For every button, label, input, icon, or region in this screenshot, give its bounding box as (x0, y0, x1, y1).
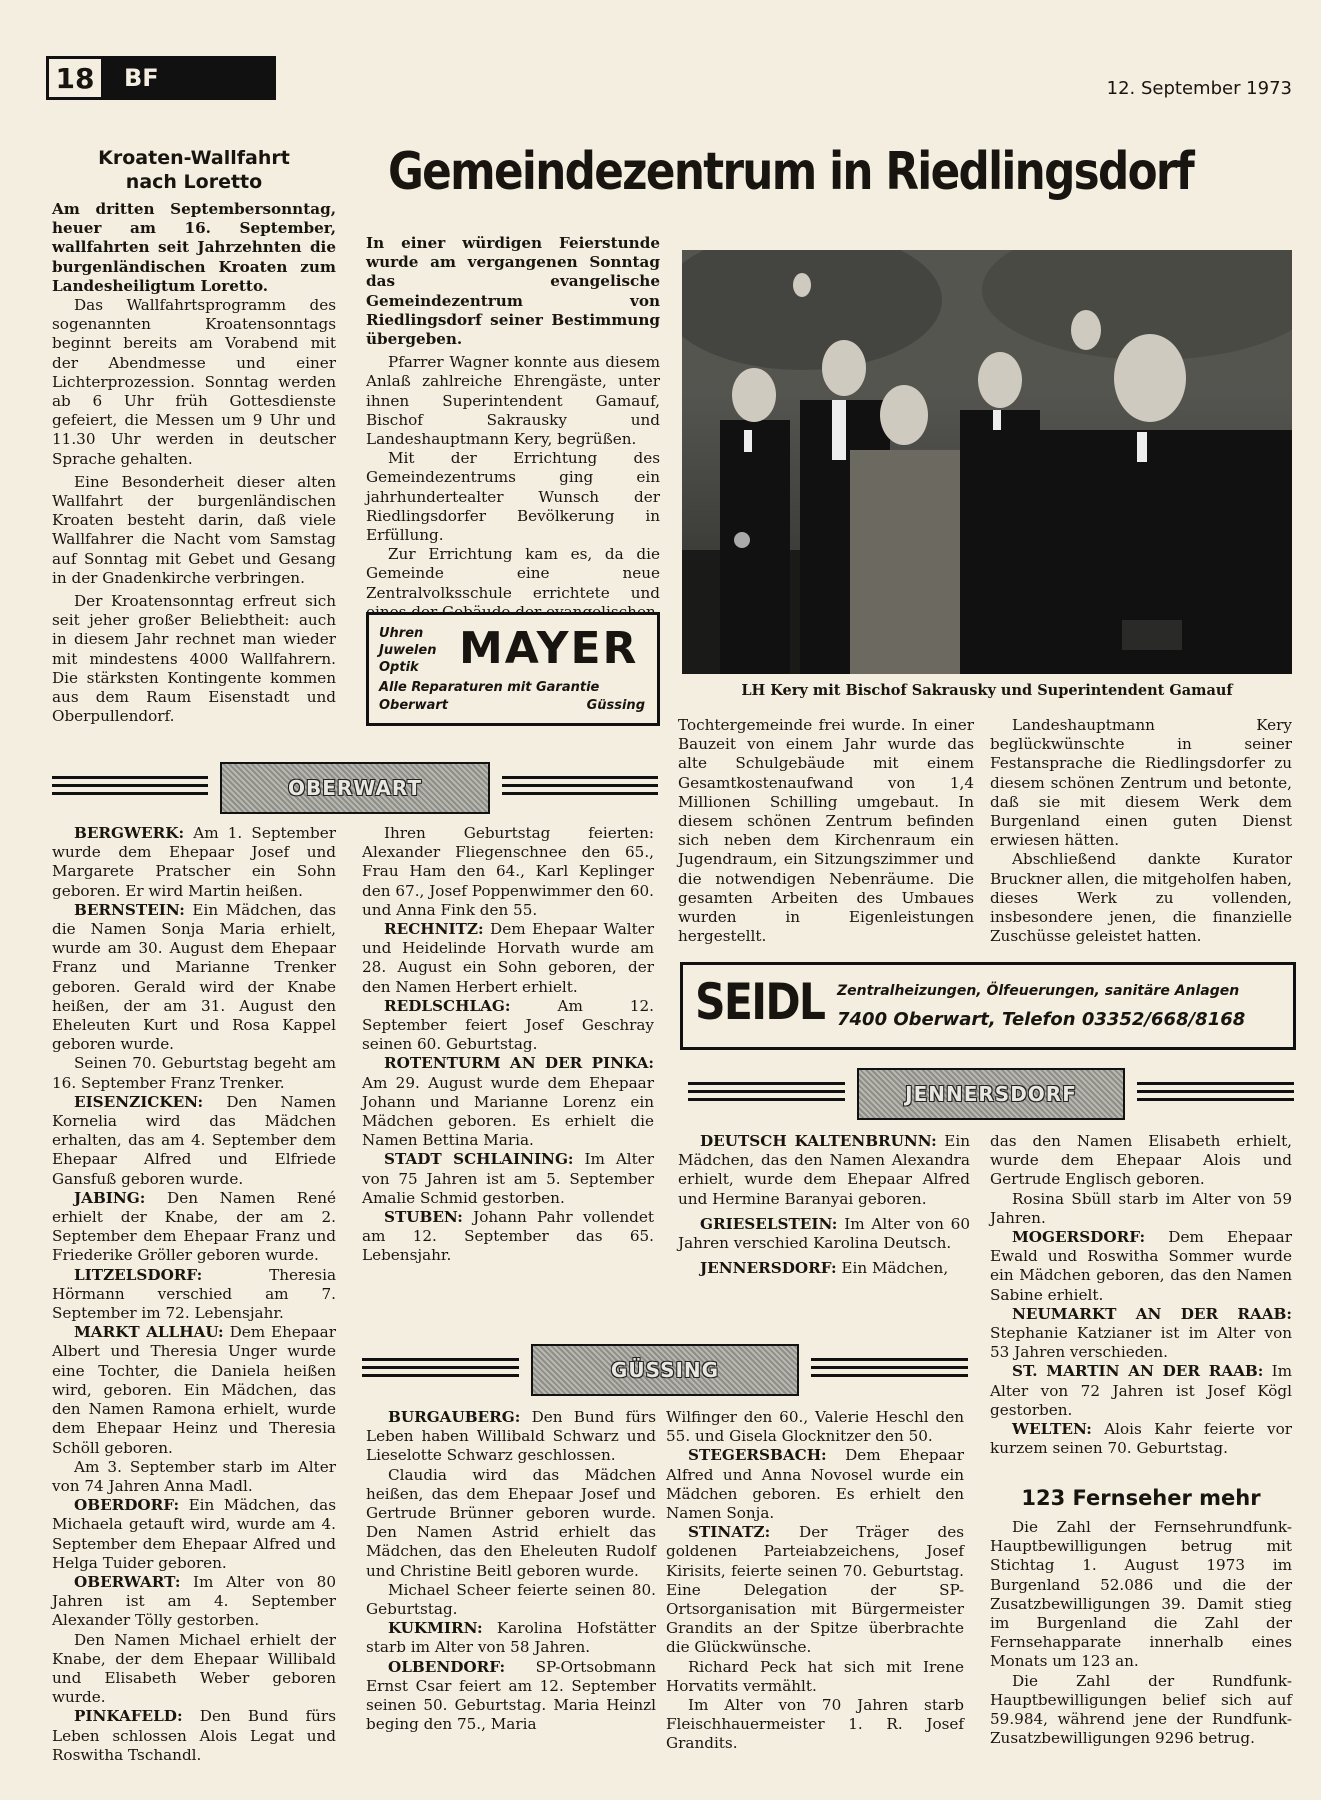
notice-text: Den Bund fürs Leben schlossen Alois Legat und Roswitha Tschandl. (52, 1707, 336, 1764)
notice-text: Rosina Sbüll starb im Alter von 59 Jahren. (990, 1189, 1292, 1227)
kroaten-paragraph: Eine Besonderheit dieser alten Wallfahrt der burgenländischen Kroaten besteht darin, daß viele Wallfahrer die Nacht vom Samstag auf Sonntag mit Gebet und Gesang in der Gnadenkirche verbringen. (52, 472, 336, 587)
seidl-ad-name: SEIDL (695, 973, 825, 1031)
guessing-col1 (366, 1408, 656, 1734)
oberwart-notice (362, 920, 654, 997)
jennersdorf-notice (990, 1305, 1292, 1363)
mayer-ad-line: Uhren (379, 626, 424, 641)
guessing-notice (666, 1658, 964, 1696)
notice-place: STEGERSBACH: (688, 1446, 827, 1465)
oberwart-col1 (52, 824, 336, 1765)
notice-place: OLBENDORF: (388, 1657, 506, 1676)
oberwart-notice (52, 824, 336, 901)
notice-text: Michael Scheer feierte seinen 80. Geburtstag. (366, 1580, 656, 1619)
notice-text: Stephanie Katzianer ist im Alter von 53 Jahren verschieden. (990, 1324, 1292, 1362)
notice-text: Alois Kahr feierte vor kurzem seinen 70. Geburtstag. (990, 1420, 1292, 1458)
guessing-notice (366, 1408, 656, 1466)
notice-text: Ein Mädchen, (836, 1259, 949, 1278)
notice-place: GRIESELSTEIN: (700, 1214, 838, 1233)
notice-text: Im Alter von 75 Jahren ist am 5. September Amalie Schmid gestorben. (362, 1150, 655, 1207)
mayer-ad-repair: Alle Reparaturen mit Garantie (379, 680, 600, 695)
mayer-ad-town: Güssing (586, 698, 645, 713)
guessing-notice (366, 1619, 656, 1657)
oberwart-notice (52, 1707, 336, 1765)
main-paragraph: Mit der Errichtung des Gemeindezentrums ging ein jahrhundertealter Wunsch der Riedlingsdorfer Bevölkerung in Erfüllung. (366, 449, 660, 545)
section-lines (811, 1358, 968, 1382)
notice-text: Dem Ehepaar Alfred und Anna Novosel wurde ein Mädchen geboren. Es erhielt den Namen Sonja. (666, 1446, 964, 1523)
section-lines (362, 1358, 519, 1382)
main-paragraph: Pfarrer Wagner konnte aus diesem Anlaß zahlreiche Ehrengäste, unter ihnen Superintendent Gamauf, Bischof Sakrausky und Landeshauptmann Kery, begrüßen. (366, 353, 660, 449)
jennersdorf-notice (990, 1362, 1292, 1420)
section-bar-oberwart (52, 762, 658, 814)
section-bar-guessing (362, 1344, 968, 1396)
jennersdorf-notice (990, 1190, 1292, 1228)
notice-place: MOGERSDORF: (1012, 1228, 1146, 1247)
notice-text: Ein Mädchen, das Michaela getauft wird, wurde am 4. September dem Ehepaar Alfred und Helga Tuider geboren. (52, 1496, 336, 1572)
main-paragraph: Tochtergemeinde frei wurde. In einer Bauzeit von einem Jahr wurde das alte Schulgebäude mit einem Gesamtkostenaufwand von 1,4 Millionen Schilling umgebaut. In diesem schönen Zentrum befinden sich neben dem Kirchenraum ein Jugendraum, ein Sitzungszimmer und die notwendigen Nebenräume. Die gesamten Arbeiten des Umbaues wurden in Eigenleistungen hergestellt. (678, 716, 974, 946)
main-article-col3 (990, 716, 1292, 946)
guessing-notice (366, 1466, 656, 1581)
notice-text: Dem Ehepaar Walter und Heidelinde Horvath wurde am 28. August ein Sohn geboren, der den Namen Herbert erhielt. (362, 920, 654, 996)
notice-place: STUBEN: (384, 1208, 463, 1227)
notice-text: Seinen 70. Geburtstag begeht am 16. September Franz Trenker. (52, 1054, 336, 1092)
notice-place: LITZELSDORF: (74, 1265, 203, 1284)
mayer-ad-name: MAYER (459, 623, 639, 674)
notice-place: MARKT ALLHAU: (74, 1323, 224, 1342)
notice-place: STINATZ: (688, 1523, 771, 1542)
notice-place: KUKMIRN: (388, 1619, 483, 1638)
kroaten-paragraph: Der Kroatensonntag erfreut sich seit jeher großer Beliebtheit: auch in diesem Jahr rechnet man wieder mit mindestens 4000 Wallfahrern. Die stärksten Kontingente kommen aus dem Raum Eisenstadt und Oberpullendorf. (52, 592, 336, 726)
section-lines (688, 1082, 845, 1106)
notice-text: Johann Pahr vollendet am 12. September das 65. Lebensjahr. (362, 1208, 654, 1265)
main-paragraph: Abschließend dankte Kurator Bruckner allen, die mitgeholfen haben, dieses Werk zu vollenden, insbesondere jenen, die finanzielle Zuschüsse geleistet hatten. (990, 850, 1292, 946)
kroaten-paragraph: Das Wallfahrtsprogramm des sogenannten Kroatensonntags beginnt bereits am Vorabend mit der Abendmesse und einer Lichterprozession. Sonntag werden ab 6 Uhr früh Gottesdienste gefeiert, die Messen um 9 Uhr und 11.30 Uhr werden in deutscher Sprache gehalten. (52, 296, 336, 468)
oberwart-notice (52, 1189, 336, 1266)
notice-place: PINKAFELD: (74, 1707, 183, 1726)
notice-text: Am 29. August wurde dem Ehepaar Johann und Marianne Lorenz ein Mädchen geboren. Es erhielt die Namen Bettina Maria. (362, 1073, 654, 1150)
seidl-ad-address: 7400 Oberwart, Telefon 03352/668/8168 (837, 1009, 1246, 1030)
oberwart-notice (362, 1208, 654, 1266)
fernseher-article (990, 1484, 1292, 1748)
section-lines (502, 776, 658, 800)
notice-text: Karolina Hofstätter starb im Alter von 58 Jahren. (366, 1619, 656, 1657)
notice-text: das den Namen Elisabeth erhielt, wurde dem Ehepaar Alois und Gertrude Englisch geboren. (990, 1132, 1292, 1189)
fernseher-title: 123 Fernseher mehr (1021, 1486, 1261, 1510)
notice-text: Den Namen Michael erhielt der Knabe, der dem Ehepaar Willibald und Elisabeth Weber geboren wurde. (52, 1630, 336, 1707)
notice-place: DEUTSCH KALTENBRUNN: (700, 1132, 937, 1150)
section-lines (1137, 1082, 1294, 1106)
mayer-ad-services (379, 625, 436, 676)
notice-text: Wilfinger den 60., Valerie Heschl den 55. und Gisela Glocknitzer den 50. (666, 1408, 964, 1446)
jennersdorf-notice (990, 1228, 1292, 1305)
notice-text: Ein Mädchen, das den Namen Alexandra erhielt, wurde dem Ehepaar Alfred und Hermine Baranyai geboren. (678, 1132, 970, 1208)
jennersdorf-notice (990, 1420, 1292, 1458)
guessing-notice (666, 1696, 964, 1754)
guessing-notice (666, 1408, 964, 1446)
issue-date: 12. September 1973 (1106, 78, 1292, 99)
notice-place: RECHNITZ: (384, 920, 484, 939)
oberwart-notice (52, 1573, 336, 1631)
notice-place: JENNERSDORF: (700, 1259, 837, 1278)
oberwart-notice (52, 1496, 336, 1573)
kroaten-article (52, 146, 336, 726)
seidl-ad (680, 962, 1296, 1050)
notice-place: ST. MARTIN AN DER RAAB: (1012, 1362, 1264, 1381)
page-number: 18 (49, 59, 104, 97)
main-article-col1 (366, 234, 660, 622)
notice-place: WELTEN: (1012, 1420, 1092, 1439)
kroaten-lead: Am dritten Septembersonntag, heuer am 16. September, wallfahrten seit Jahrzehnten die burgenländischen Kroaten zum Landesheiligtum Loretto. (52, 200, 336, 295)
notice-place: OBERWART: (74, 1572, 181, 1591)
kroaten-title-line1: Kroaten-Wallfahrt (98, 147, 290, 169)
seidl-ad-services: Zentralheizungen, Ölfeuerungen, sanitäre Anlagen (837, 983, 1240, 999)
notice-text: Am 3. September starb im Alter von 74 Jahren Anna Madl. (52, 1457, 336, 1495)
notice-place: BERGWERK: (74, 824, 185, 842)
oberwart-notice (362, 1054, 654, 1150)
main-lead: In einer würdigen Feierstunde wurde am vergangenen Sonntag das evangelische Gemeindezentrum von Riedlingsdorf seiner Bestimmung übergeben. (366, 234, 660, 349)
notice-place: REDLSCHLAG: (384, 996, 511, 1015)
notice-text: Den Namen Kornelia wird das Mädchen erhalten, das am 4. September dem Ehepaar Alfred und Elfriede Gansfuß geboren wurde. (52, 1092, 336, 1188)
notice-text: Richard Peck hat sich mit Irene Horvatits vermählt. (666, 1657, 964, 1695)
main-paragraph: Landeshauptmann Kery beglückwünschte in seiner Festansprache die Riedlingsdorfer zu diesem schönen Zentrum und betonte, daß sie mit diesem Werk dem Burgenland einen guten Dienst erwiesen hätten. (990, 716, 1292, 850)
oberwart-notice (362, 997, 654, 1055)
oberwart-notice (52, 1323, 336, 1457)
notice-text: Claudia wird das Mädchen heißen, das dem Ehepaar Josef und Gertrude Brünner geboren wurde. Den Namen Astrid erhielt das Mädchen, das den Eheleuten Rudolf und Christine Beitl geboren wurde. (366, 1465, 656, 1580)
guessing-col2 (666, 1408, 964, 1754)
jennersdorf-notice (678, 1259, 970, 1278)
jennersdorf-notice (990, 1132, 1292, 1190)
fernseher-paragraph: Die Zahl der Rundfunk-Hauptbewilligungen belief sich auf 59.984, während jene der Rundfunk-Zusatzbewilligungen 9296 betrug. (990, 1671, 1292, 1748)
jennersdorf-col1 (678, 1132, 970, 1278)
notice-text: Im Alter von 60 Jahren verschied Karolina Deutsch. (678, 1214, 970, 1253)
notice-place: STADT SCHLAINING: (384, 1150, 574, 1169)
notice-text: Im Alter von 80 Jahren ist am 4. September Alexander Tölly gestorben. (52, 1572, 336, 1630)
section-title-oberwart: OBERWART (220, 762, 490, 814)
jennersdorf-notice (678, 1132, 970, 1209)
mayer-ad (366, 612, 660, 726)
notice-place: JABING: (74, 1188, 146, 1207)
section-bar-jennersdorf (688, 1068, 1294, 1120)
notice-text: Am 12. September feiert Josef Geschray seinen 60. Geburtstag. (362, 996, 654, 1054)
main-article-col2 (678, 716, 974, 946)
oberwart-notice (52, 901, 336, 1055)
guessing-notice (366, 1658, 656, 1735)
notice-text: Ihren Geburtstag feierten: Alexander Fliegenschnee den 65., Frau Ham den 64., Karl Keplinger den 67., Josef Poppenwimmer den 60. und Anna Fink den 55. (362, 824, 654, 919)
notice-place: NEUMARKT AN DER RAAB: (1012, 1304, 1292, 1323)
kroaten-title-line2: nach Loretto (125, 171, 263, 193)
mayer-ad-line: Optik (379, 660, 419, 675)
notice-text: Den Namen René erhielt der Knabe, der am 2. September dem Ehepaar Franz und Friederike Gröller geboren wurde. (52, 1188, 336, 1265)
oberwart-notice (362, 824, 654, 920)
guessing-notice (666, 1446, 964, 1523)
section-label: BF (104, 59, 273, 97)
fernseher-paragraph: Die Zahl der Fernsehrundfunk-Hauptbewilligungen betrug mit Stichtag 1. August 1973 im Burgenland 52.086 und die der Zusatzbewilligungen 39. Damit stieg im Burgenland die Zahl der Fernsehapparate innerhalb eines Monats um 123 an. (990, 1518, 1292, 1671)
notice-text: Der Träger des goldenen Parteiabzeichens, Josef Kirisits, feierte seinen 70. Geburtstag. Eine Delegation der SP-Ortsorganisation mit Bürgermeister Grandits an der Spitze überbrachte die Glückwünsche. (666, 1523, 964, 1657)
fernseher-body (990, 1518, 1292, 1748)
kroaten-title (52, 146, 336, 194)
notice-text: Ein Mädchen, das die Namen Sonja Maria erhielt, wurde am 30. August dem Ehepaar Franz und Marianne Trenker geboren. Gerald wird der Knabe heißen, der am 31. August den Eheleuten Kurt und Rosa Kappel geboren wurde. (52, 900, 336, 1054)
notice-place: BERNSTEIN: (74, 900, 185, 919)
section-lines (52, 776, 208, 800)
oberwart-notice (52, 1093, 336, 1189)
jennersdorf-col2 (990, 1132, 1292, 1458)
notice-text: Im Alter von 72 Jahren ist Josef Kögl gestorben. (990, 1362, 1292, 1419)
event-photo-image (682, 250, 1292, 674)
notice-text: Den Bund fürs Leben haben Willibald Schwarz und Lieselotte Schwarz geschlossen. (366, 1408, 656, 1465)
notice-text: Theresia Hörmann verschied am 7. September im 72. Lebensjahr. (52, 1265, 336, 1323)
oberwart-col2 (362, 824, 654, 1266)
notice-place: EISENZICKEN: (74, 1092, 204, 1111)
oberwart-notice (52, 1266, 336, 1324)
main-paragraph: Zur Errichtung kam es, da die Gemeinde eine neue Zentralvolksschule errichtete und (366, 545, 660, 602)
main-headline: Gemeindezentrum in Riedlingsdorf (388, 142, 1194, 202)
section-title-jennersdorf: JENNERSDORF (857, 1068, 1125, 1120)
oberwart-notice (362, 1150, 654, 1208)
notice-place: OBERDORF: (74, 1496, 180, 1515)
oberwart-notice (52, 1631, 336, 1708)
photo-caption: LH Kery mit Bischof Sakrausky und Superintendent Gamauf (741, 682, 1233, 699)
notice-text: Dem Ehepaar Albert und Theresia Unger wurde eine Tochter, die Daniela heißen wird, geboren. Ein Mädchen, das den Namen Ramona erhielt, wurde dem Ehepaar Heinz und Theresia Schöll geboren. (52, 1323, 336, 1457)
notice-text: Am 1. September wurde dem Ehepaar Josef und Margarete Pratscher ein Sohn geboren. Er wird Martin heißen. (52, 824, 336, 900)
guessing-notice (666, 1523, 964, 1657)
event-photo (682, 250, 1292, 674)
page-header-box (46, 56, 276, 100)
mayer-ad-line: Juwelen (379, 643, 437, 658)
kroaten-body (52, 200, 336, 726)
notice-text: Dem Ehepaar Ewald und Roswitha Sommer wurde ein Mädchen geboren, das den Namen Sabine erhielt. (990, 1228, 1292, 1304)
notice-text: Im Alter von 70 Jahren starb Fleischhauermeister 1. R. Josef Grandits. (666, 1696, 964, 1753)
notice-place: BURGAUBERG: (388, 1408, 521, 1426)
oberwart-notice (52, 1458, 336, 1496)
guessing-notice (366, 1581, 656, 1619)
notice-text: SP-Ortsobmann Ernst Csar feiert am 12. September seinen 50. Geburtstag. Maria Heinzl beging den 75., Maria (366, 1657, 656, 1734)
jennersdorf-notice (678, 1215, 970, 1253)
oberwart-notice (52, 1054, 336, 1092)
mayer-ad-town: Oberwart (379, 698, 448, 713)
notice-place: ROTENTURM AN DER PINKA: (384, 1054, 654, 1073)
section-title-guessing: GÜSSING (531, 1344, 799, 1396)
